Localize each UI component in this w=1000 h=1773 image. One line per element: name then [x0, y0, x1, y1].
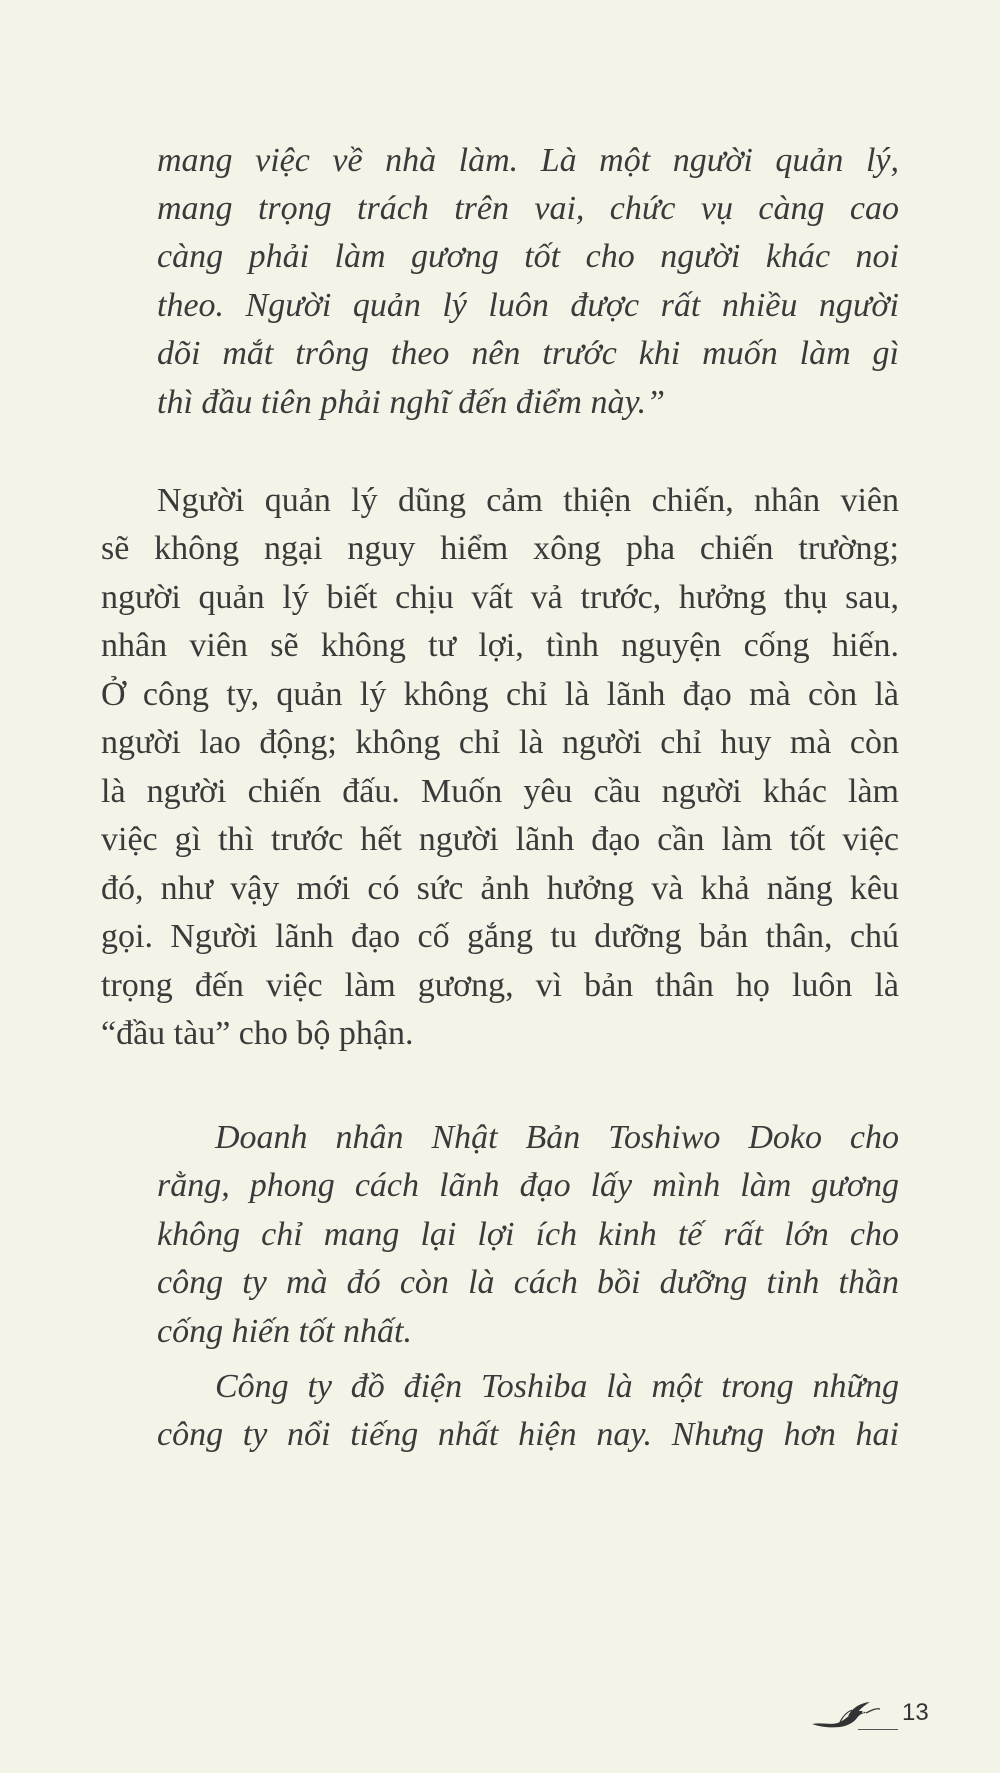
text-line: đó, như vậy mới có sức ảnh hưởng và khả năng kêu [101, 870, 899, 907]
text-line: cống hiến tốt nhất. [157, 1313, 412, 1350]
text-line: thì đầu tiên phải nghĩ đến điểm này.” [157, 384, 666, 421]
text-line: trọng đến việc làm gương, vì bản thân họ luôn là [101, 967, 899, 1004]
text-line: Ở công ty, quản lý không chỉ là lãnh đạo mà còn là [101, 676, 899, 713]
text-line: không chỉ mang lại lợi ích kinh tế rất lớn cho [157, 1216, 899, 1253]
text-line: dõi mắt trông theo nên trước khi muốn làm gì [157, 335, 899, 372]
text-line: công ty nổi tiếng nhất hiện nay. Nhưng hơn hai [157, 1416, 899, 1453]
text-line: mang trọng trách trên vai, chức vụ càng cao [157, 190, 899, 227]
text-line: người lao động; không chỉ là người chỉ huy mà còn [101, 724, 899, 761]
page-number: 13 [902, 1699, 929, 1726]
page-footer [810, 1696, 930, 1736]
text-line: gọi. Người lãnh đạo cố gắng tu dưỡng bản thân, chú [101, 918, 899, 955]
text-line: Người quản lý dũng cảm thiện chiến, nhân viên [157, 482, 899, 519]
footer-rule [858, 1729, 898, 1730]
text-line: sẽ không ngại nguy hiểm xông pha chiến trường; [101, 530, 899, 567]
text-line: công ty mà đó còn là cách bồi dưỡng tinh thần [157, 1264, 899, 1301]
text-line: nhân viên sẽ không tư lợi, tình nguyện cống hiến. [101, 627, 899, 664]
text-line: theo. Người quản lý luôn được rất nhiều người [157, 287, 899, 324]
text-line: người quản lý biết chịu vất vả trước, hưởng thụ sau, [101, 579, 899, 616]
text-line: mang việc về nhà làm. Là một người quản lý, [157, 142, 899, 179]
text-line: là người chiến đấu. Muốn yêu cầu người khác làm [101, 773, 899, 810]
text-line: Công ty đồ điện Toshiba là một trong những [215, 1368, 899, 1405]
text-line: việc gì thì trước hết người lãnh đạo cần làm tốt việc [101, 821, 899, 858]
text-line: “đầu tàu” cho bộ phận. [101, 1015, 414, 1052]
text-line: càng phải làm gương tốt cho người khác noi [157, 238, 899, 275]
bird-flourish-icon [810, 1700, 882, 1730]
text-line: rằng, phong cách lãnh đạo lấy mình làm gương [157, 1167, 899, 1204]
text-line: Doanh nhân Nhật Bản Toshiwo Doko cho [215, 1119, 899, 1156]
